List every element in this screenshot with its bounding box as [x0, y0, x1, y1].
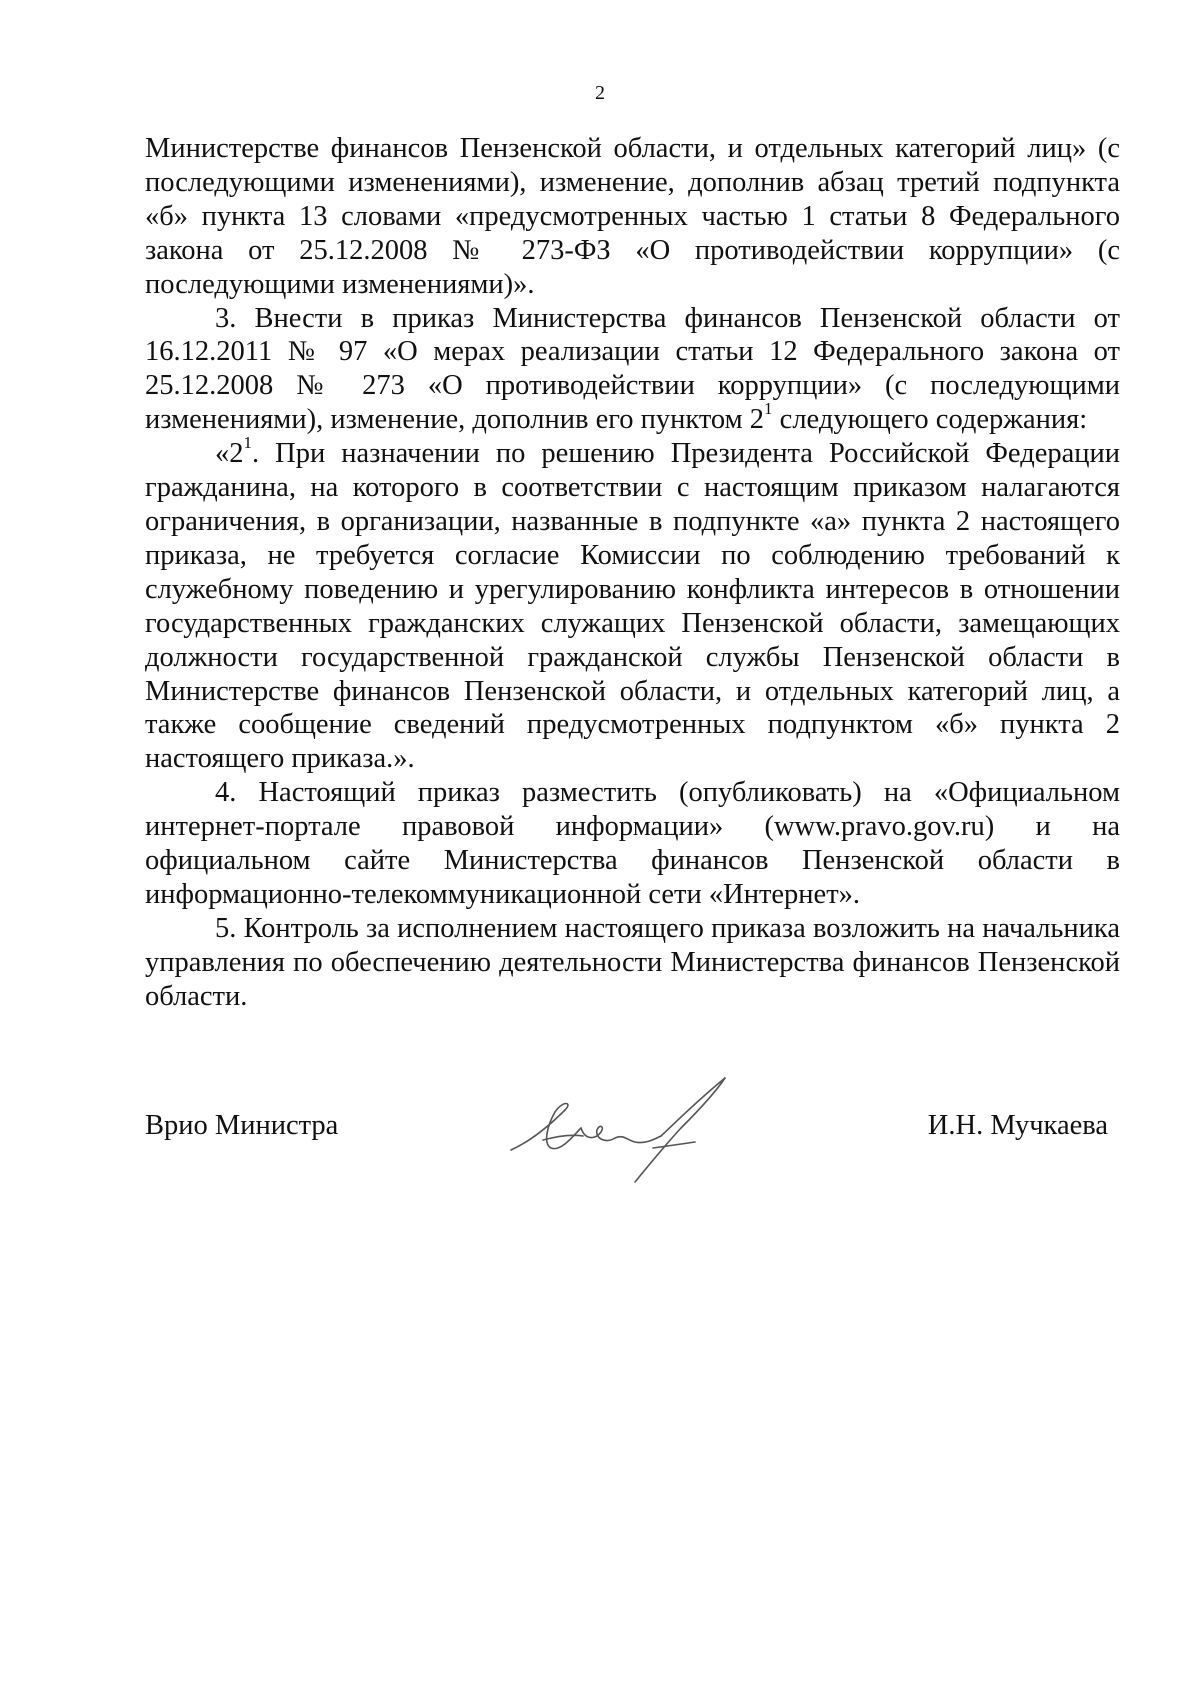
- signatory-title: Врио Министра: [145, 1110, 339, 1141]
- paragraph-text: Министерстве финансов Пензенской области, и отдельных категорий лиц» (с последующими изменениями), изменение, дополнив абзац третий подпункта «б» пункта 13 словами «предусмотренных частью 1 статьи 8 Федерального закона от 25.12.2008 № 273-ФЗ «О противодействии коррупции» (с последующими изменениями)».: [145, 133, 1120, 300]
- paragraph-text: 3. Внести в приказ Министерства финансов Пензенской области от 16.12.2011 № 97 «О мерах реализации статьи 12 Федерального закона от 25.12.2008 № 273 «О противодействии коррупции» (с последующими изменениями), изменение, дополнив его пунктом 2: [145, 302, 1120, 436]
- superscript-index: 1: [764, 399, 773, 419]
- paragraph-continuation: [145, 132, 1120, 302]
- superscript-index: 1: [243, 433, 252, 453]
- paragraph-text: 4. Настоящий приказ разместить (опубликовать) на «Официальном интернет-портале правовой информации» (www.pravo.gov.ru) и на официальном сайте Министерства финансов Пензенской области в информационно-телекоммуникационной сети «Интернет».: [145, 777, 1120, 910]
- page-number: 2: [595, 82, 605, 104]
- paragraph-item-2-1: [145, 433, 1120, 776]
- paragraph-item-3: [145, 302, 1120, 438]
- paragraph-item-5: [145, 912, 1120, 1014]
- paragraph-text: «2: [215, 438, 244, 470]
- paragraph-text: 5. Контроль за исполнением настоящего приказа возложить на начальника управления по обеспечению деятельности Министерства финансов Пензенской области.: [145, 912, 1120, 1012]
- document-body: [145, 132, 1120, 1014]
- paragraph-text: следующего содержания:: [772, 404, 1088, 436]
- signatory-name: И.Н. Мучкаева: [927, 1110, 1108, 1141]
- handwritten-signature-icon: [503, 1070, 743, 1200]
- paragraph-item-4: [145, 776, 1120, 912]
- paragraph-text: . При назначении по решению Президента Российской Федерации гражданина, на которого в соответствии с настоящим приказом налагаются ограничения, в организации, названные в подпункте «а» пункта 2 настоящего приказа, не требуется согласие Комиссии по соблюдению требований к служебному поведению и урегулированию конфликта интересов в отношении государственных гражданских служащих Пензенской области, замещающих должности государственной гражданской службы Пензенской области в Министерстве финансов Пензенской области, и отдельных категорий лиц, а также сообщение сведений предусмотренных подпунктом «б» пункта 2 настоящего приказа.».: [145, 438, 1120, 775]
- signature-block: [145, 1110, 1120, 1250]
